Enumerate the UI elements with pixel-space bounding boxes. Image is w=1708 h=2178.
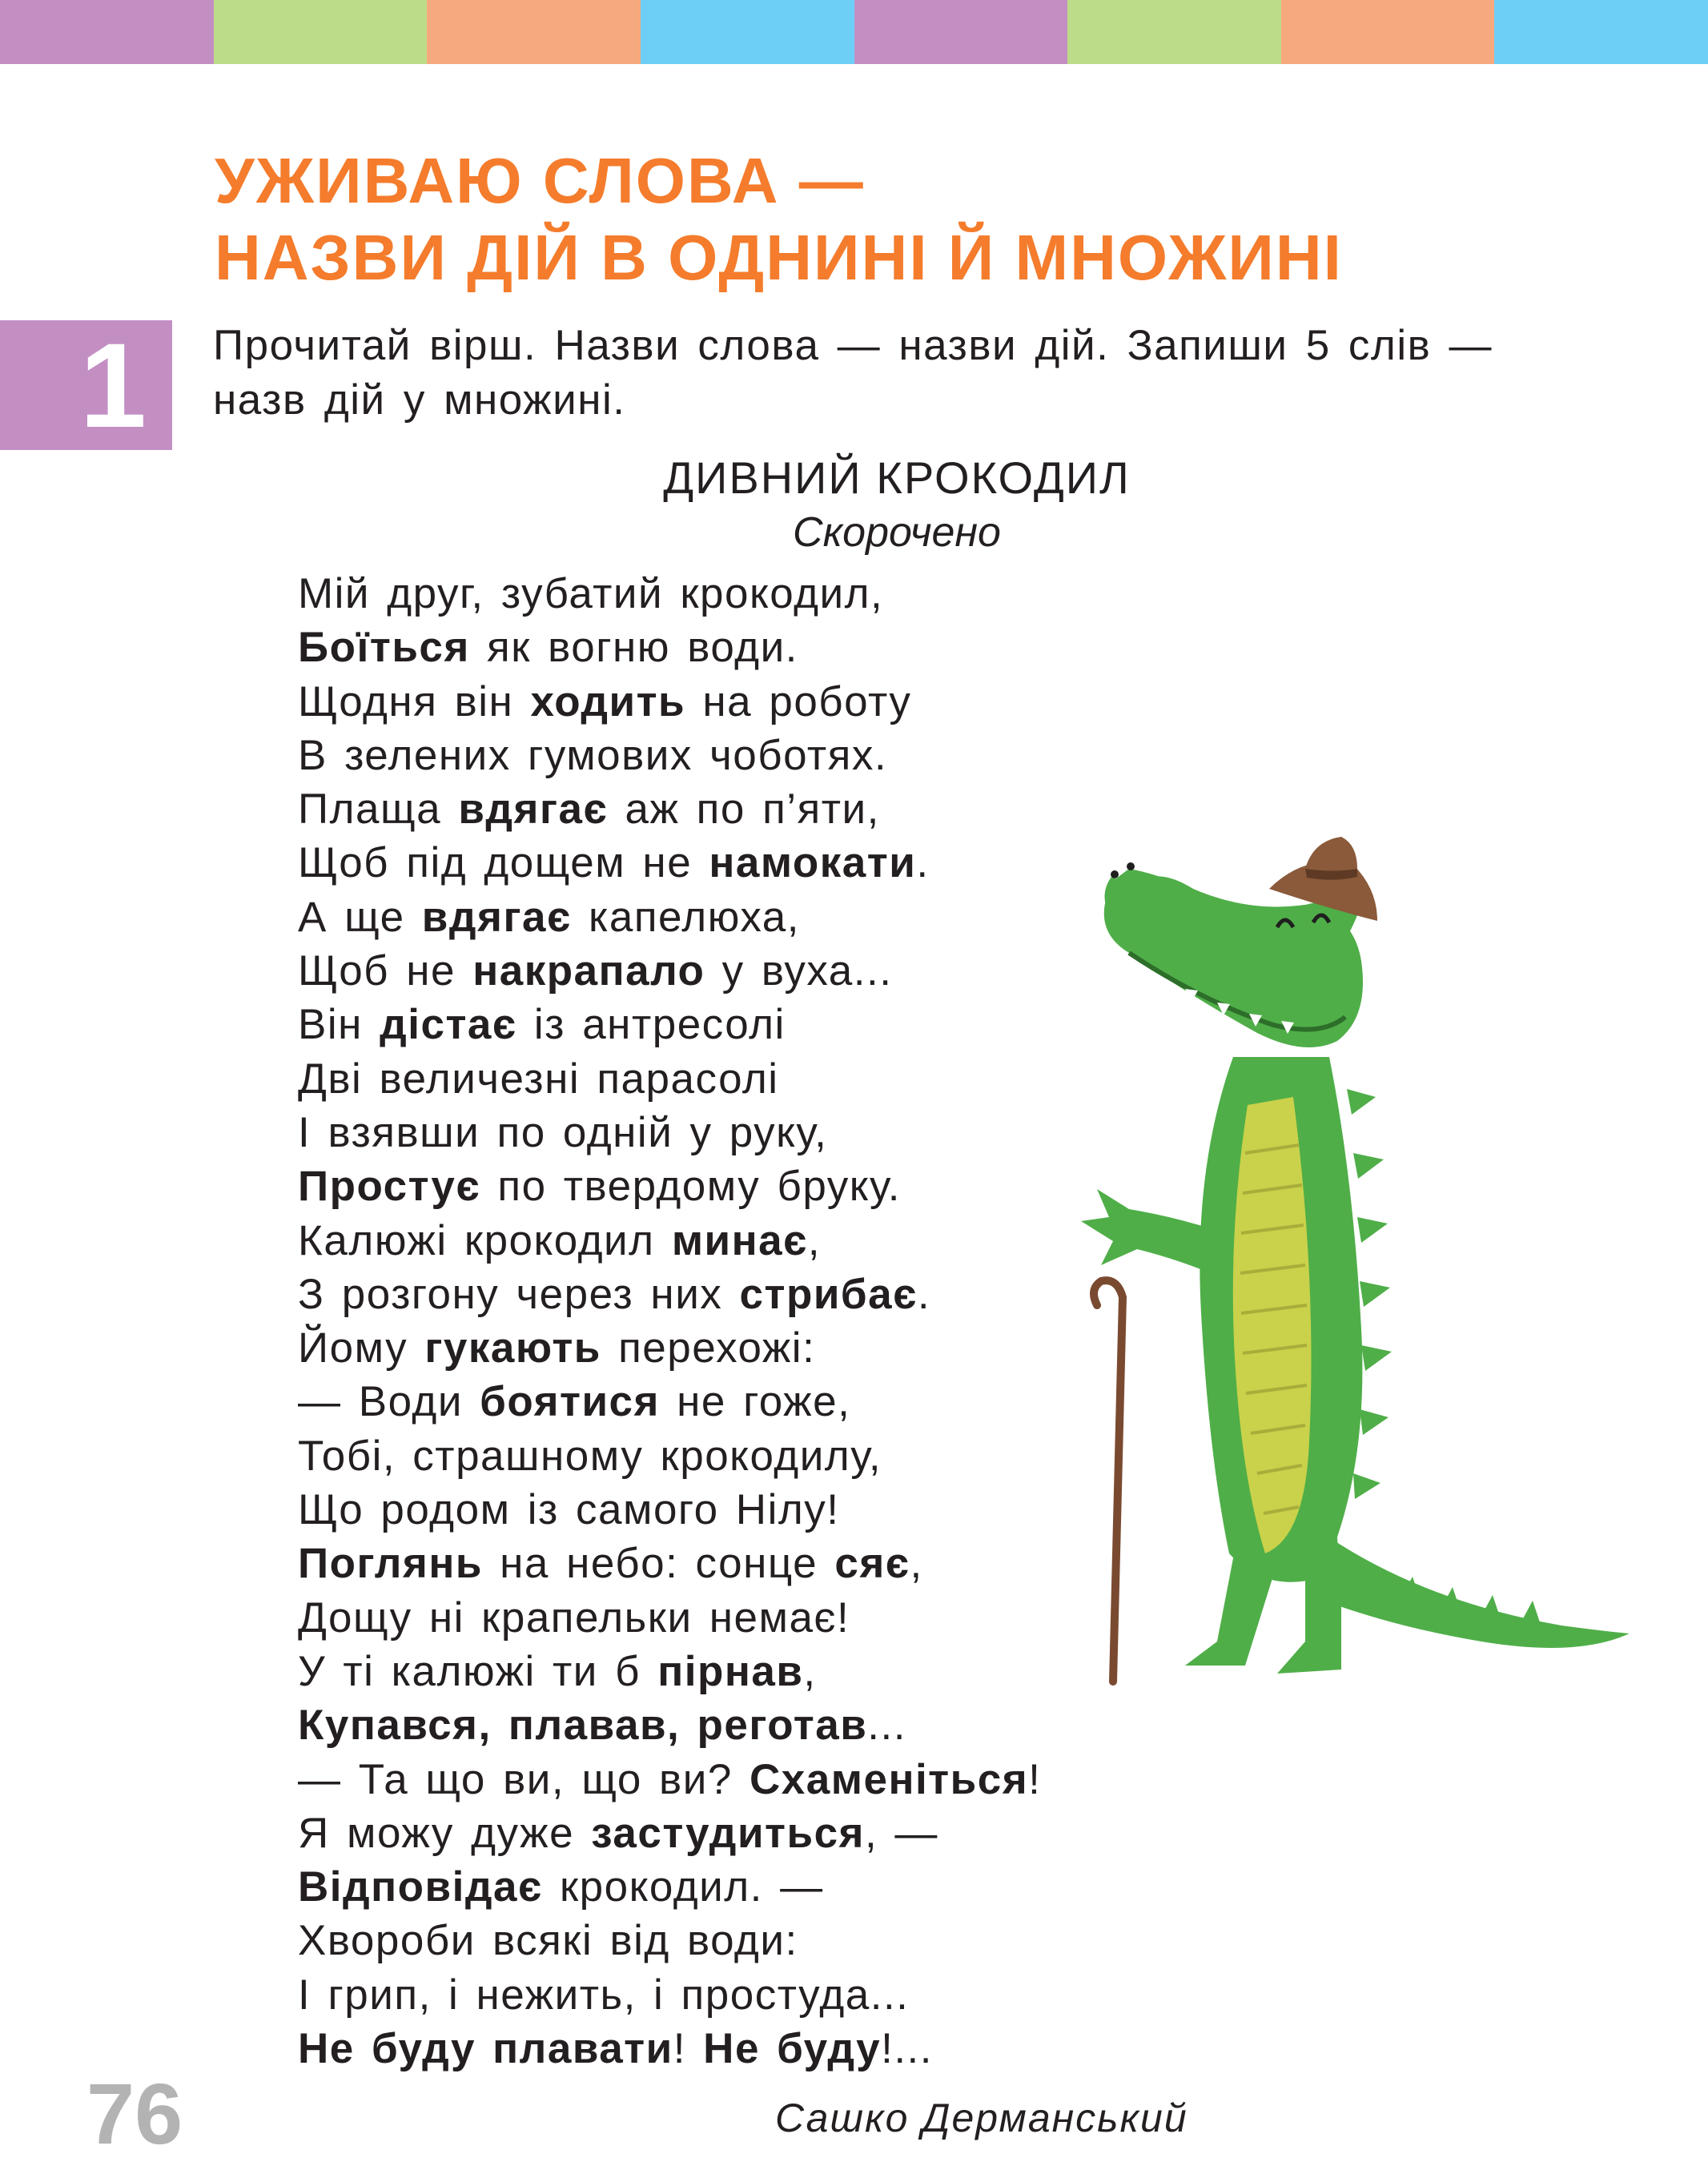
color-bar-segment bbox=[854, 0, 1068, 64]
title-line-2: НАЗВИ ДІЙ В ОДНИНІ Й МНОЖИНІ bbox=[215, 222, 1343, 293]
poem-text-segment: на роботу bbox=[685, 677, 912, 725]
crocodile-tail bbox=[1305, 1537, 1630, 1648]
poem-text-segment: Дощу ні крапельки немає! bbox=[298, 1593, 850, 1642]
poem-line bbox=[298, 1645, 1041, 1698]
verb-highlight: сяє bbox=[834, 1540, 910, 1588]
poem-text-segment: Дві величезні парасолі bbox=[298, 1055, 779, 1103]
poem-line bbox=[298, 1268, 1041, 1321]
poem-text-segment: перехожі: bbox=[601, 1324, 816, 1372]
poem-text-segment: — Води bbox=[298, 1378, 480, 1426]
poem-line bbox=[298, 1753, 1041, 1806]
verb-highlight: Поглянь bbox=[298, 1540, 483, 1588]
poem-text-segment: Тобі, страшному крокодилу, bbox=[298, 1432, 882, 1480]
verb-highlight: гукають bbox=[424, 1324, 601, 1372]
color-bar-segment bbox=[1281, 0, 1495, 64]
poem-line bbox=[298, 2022, 1041, 2076]
poem-line bbox=[298, 998, 1041, 1051]
task-instruction: Прочитай вірш. Назви слова — назви дій. Запиши 5 слів — назв дій у множині. bbox=[213, 322, 1493, 424]
poem-text-segment: А ще bbox=[298, 893, 422, 941]
verb-highlight: дістає bbox=[380, 1001, 517, 1049]
poem-line bbox=[298, 1321, 1041, 1375]
poem-text-segment: , bbox=[807, 1216, 822, 1264]
poem-text-segment: . bbox=[916, 839, 930, 887]
color-bar-segment bbox=[1067, 0, 1281, 64]
poem-text-segment: !... bbox=[881, 2025, 934, 2073]
poem-text-segment: — Та що ви, що ви? bbox=[298, 1755, 750, 1803]
task-number-badge bbox=[0, 320, 172, 450]
verb-highlight: Не буду bbox=[703, 2025, 882, 2073]
poem-line bbox=[298, 1483, 1041, 1537]
poem-line bbox=[298, 836, 1041, 890]
poem-line bbox=[298, 944, 1041, 998]
poem-text-segment: ! bbox=[673, 2025, 704, 2073]
verb-highlight: Боїться bbox=[298, 624, 470, 672]
poem-text-segment: із антресолі bbox=[516, 1001, 786, 1049]
poem-line bbox=[298, 675, 1041, 729]
verb-highlight: боятися bbox=[480, 1378, 660, 1426]
poem-text-segment: , bbox=[803, 1647, 817, 1695]
poem-text-segment: Хвороби всякі від води: bbox=[298, 1917, 798, 1965]
verb-highlight: Не буду плавати bbox=[298, 2025, 673, 2073]
poem-line bbox=[298, 1914, 1041, 1967]
verb-highlight: стрибає bbox=[739, 1270, 918, 1318]
poem-line bbox=[298, 1052, 1041, 1106]
verb-highlight: Схаменіться bbox=[750, 1755, 1029, 1803]
poem-text-segment: У ті калюжі ти б bbox=[298, 1647, 658, 1695]
poem-text-segment: аж по п’яти, bbox=[608, 786, 880, 834]
verb-highlight: накрапало bbox=[472, 947, 705, 995]
poem-text-segment: В зелених гумових чоботях. bbox=[298, 731, 888, 779]
poem-text-segment: ! bbox=[1028, 1755, 1042, 1803]
top-color-bar bbox=[0, 0, 1708, 64]
poem-text-segment: Що родом із самого Нілу! bbox=[298, 1486, 840, 1534]
page-title bbox=[215, 143, 1343, 296]
verb-highlight: застудиться bbox=[591, 1809, 865, 1857]
poem-text-segment: капелюха, bbox=[571, 893, 800, 941]
cane-icon bbox=[1094, 1280, 1123, 1682]
poem-text-segment: у вуха... bbox=[705, 947, 893, 995]
poem-text-segment: Калюжі крокодил bbox=[298, 1216, 672, 1264]
poem-line bbox=[298, 1806, 1041, 1860]
poem-line bbox=[298, 1968, 1041, 2022]
poem-text-segment: Щодня він bbox=[298, 677, 531, 725]
poem-line bbox=[298, 890, 1041, 944]
poem-subtitle: Скорочено bbox=[793, 509, 1001, 556]
poem-text-segment: , — bbox=[864, 1809, 938, 1857]
poem-line bbox=[298, 1698, 1041, 1752]
verb-highlight: вдягає bbox=[421, 893, 572, 941]
poem-text-segment: по твердому бруку. bbox=[480, 1163, 901, 1211]
poem-text-segment: Щоб під дощем не bbox=[298, 839, 709, 887]
verb-highlight: Відповідає bbox=[298, 1863, 543, 1911]
color-bar-segment bbox=[641, 0, 854, 64]
poem-title: ДИВНИЙ КРОКОДИЛ bbox=[663, 452, 1131, 503]
poem-line bbox=[298, 621, 1041, 674]
poem-text-segment: Він bbox=[298, 1001, 380, 1049]
task-number: 1 bbox=[79, 318, 147, 452]
verb-highlight: минає bbox=[671, 1216, 808, 1264]
title-line-1: УЖИВАЮ СЛОВА — bbox=[215, 145, 865, 216]
color-bar-segment bbox=[214, 0, 428, 64]
poem-line bbox=[298, 782, 1041, 836]
poem-line bbox=[298, 1214, 1041, 1268]
color-bar-segment bbox=[0, 0, 214, 64]
poem-text-segment: І взявши по одній у руку, bbox=[298, 1108, 828, 1156]
poem-text-segment: І грип, і нежить, і простуда... bbox=[298, 1971, 910, 2019]
poem-text bbox=[298, 567, 1041, 2076]
poem-text-segment: Плаща bbox=[298, 786, 459, 834]
poem-line bbox=[298, 1591, 1041, 1645]
verb-highlight: Простує bbox=[298, 1163, 481, 1211]
crocodile-illustration bbox=[1065, 833, 1642, 1698]
page-number: 76 bbox=[86, 2065, 183, 2162]
verb-highlight: пірнав bbox=[657, 1647, 804, 1695]
poem-text-segment: Я можу дуже bbox=[298, 1809, 592, 1857]
poem-text-segment: як вогню води. bbox=[469, 624, 798, 672]
poem-line bbox=[298, 1537, 1041, 1590]
poem-line bbox=[298, 1106, 1041, 1159]
verb-highlight: намокати bbox=[709, 839, 917, 887]
poem-text-segment: не гоже, bbox=[659, 1378, 851, 1426]
poem-line bbox=[298, 1375, 1041, 1429]
poem-text-segment: Йому bbox=[298, 1324, 425, 1372]
poem-text-segment: Мій друг, зубатий крокодил, bbox=[298, 570, 884, 617]
poem-line bbox=[298, 1159, 1041, 1213]
poem-line bbox=[298, 1860, 1041, 1914]
poem-line bbox=[298, 729, 1041, 782]
poem-text-segment: , bbox=[910, 1540, 923, 1588]
poem-text-segment: ... bbox=[867, 1702, 906, 1750]
verb-highlight: вдягає bbox=[458, 786, 609, 834]
poem-author: Сашко Дерманський bbox=[775, 2096, 1188, 2140]
poem-text-segment: на небо: сонце bbox=[482, 1540, 835, 1588]
poem-text-segment: Щоб не bbox=[298, 947, 473, 995]
poem-text-segment: З розгону через них bbox=[298, 1270, 740, 1318]
poem-text-segment: крокодил. — bbox=[542, 1863, 824, 1911]
poem-text-segment: . bbox=[917, 1270, 931, 1318]
poem-line bbox=[298, 567, 1041, 621]
poem-line bbox=[298, 1429, 1041, 1483]
color-bar-segment bbox=[1494, 0, 1708, 64]
color-bar-segment bbox=[427, 0, 641, 64]
verb-highlight: Купався, плавав, реготав bbox=[298, 1702, 868, 1750]
verb-highlight: ходить bbox=[530, 677, 686, 725]
